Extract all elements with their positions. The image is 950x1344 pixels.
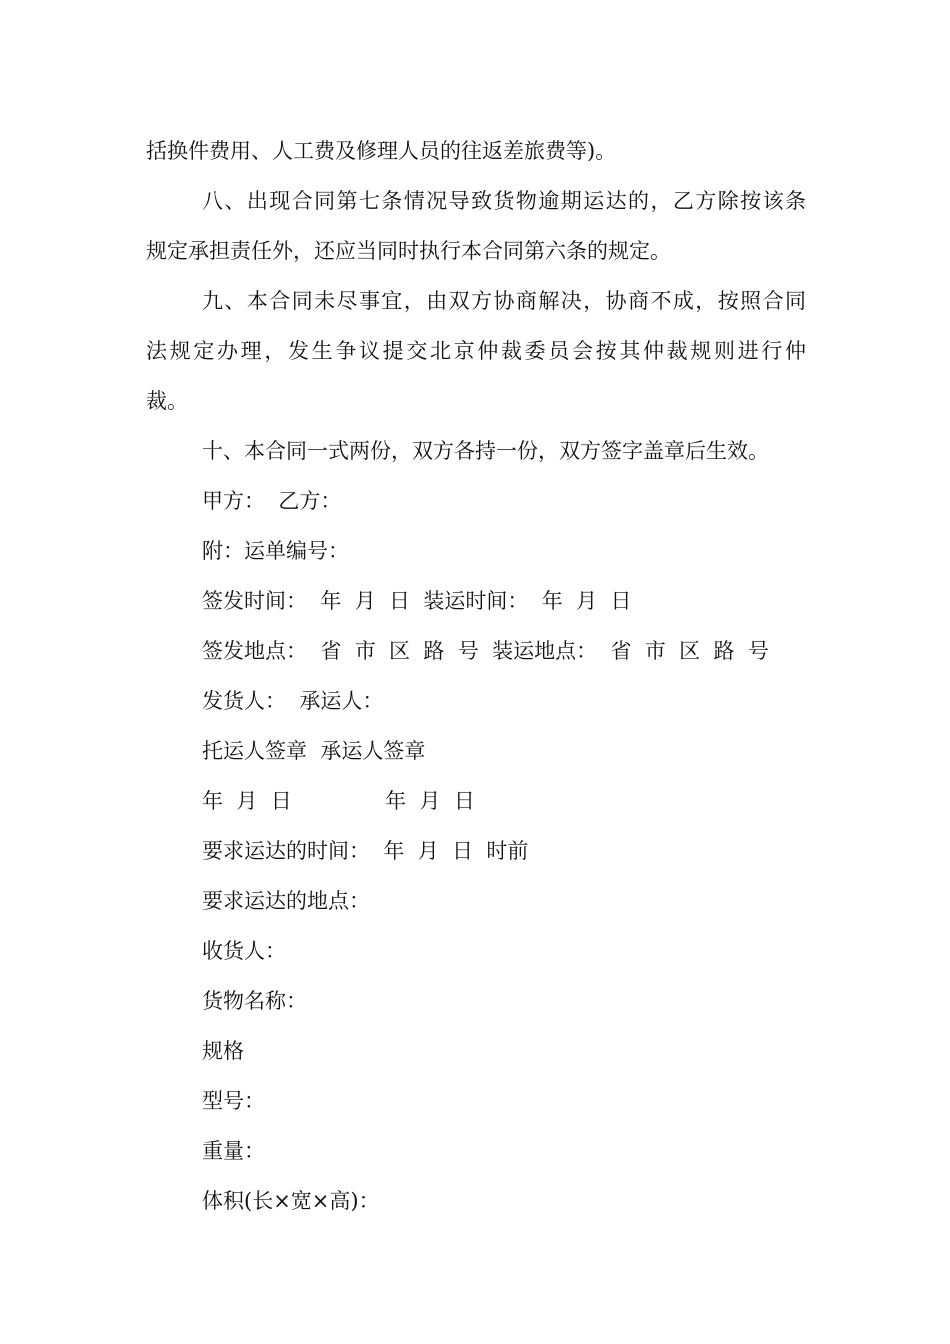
weight-line: 重量： bbox=[202, 1139, 265, 1163]
waybill-number-line: 附：运单编号： bbox=[202, 539, 349, 563]
parties-line: 甲方： 乙方： bbox=[202, 489, 342, 513]
signature-line: 托运人签章 承运人签章 bbox=[202, 739, 426, 763]
clause-8-line-1: 八、出现合同第七条情况导致货物逾期运达的，乙方除按该条 bbox=[202, 189, 806, 213]
required-arrival-time-line: 要求运达的时间： 年 月 日 时前 bbox=[202, 839, 529, 863]
signature-date-line: 年 月 日 年 月 日 bbox=[202, 789, 475, 813]
issue-time-line: 签发时间： 年 月 日 装运时间： 年 月 日 bbox=[202, 589, 632, 613]
clause-9-line-3: 裁。 bbox=[146, 389, 188, 413]
clause-8-line-2: 规定承担责任外，还应当同时执行本合同第六条的规定。 bbox=[146, 239, 671, 263]
issue-place-line: 签发地点： 省 市 区 路 号 装运地点： 省 市 区 路 号 bbox=[202, 639, 769, 663]
required-arrival-place-line: 要求运达的地点： bbox=[202, 889, 370, 913]
clause-10-line: 十、本合同一式两份，双方各持一份，双方签字盖章后生效。 bbox=[202, 439, 769, 463]
volume-line: 体积(长×宽×高)： bbox=[202, 1189, 380, 1213]
clause-9-line-2: 法规定办理，发生争议提交北京仲裁委员会按其仲裁规则进行仲 bbox=[146, 339, 806, 363]
paragraph-line: 括换件费用、人工费及修理人员的往返差旅费等)。 bbox=[146, 139, 617, 163]
specification-line: 规格 bbox=[202, 1039, 244, 1063]
clause-9-line-1: 九、本合同未尽事宜，由双方协商解决，协商不成，按照合同 bbox=[202, 289, 806, 313]
goods-name-line: 货物名称： bbox=[202, 989, 307, 1013]
model-line: 型号： bbox=[202, 1089, 265, 1113]
consignee-line: 收货人： bbox=[202, 939, 286, 963]
shipper-carrier-line: 发货人： 承运人： bbox=[202, 689, 384, 713]
